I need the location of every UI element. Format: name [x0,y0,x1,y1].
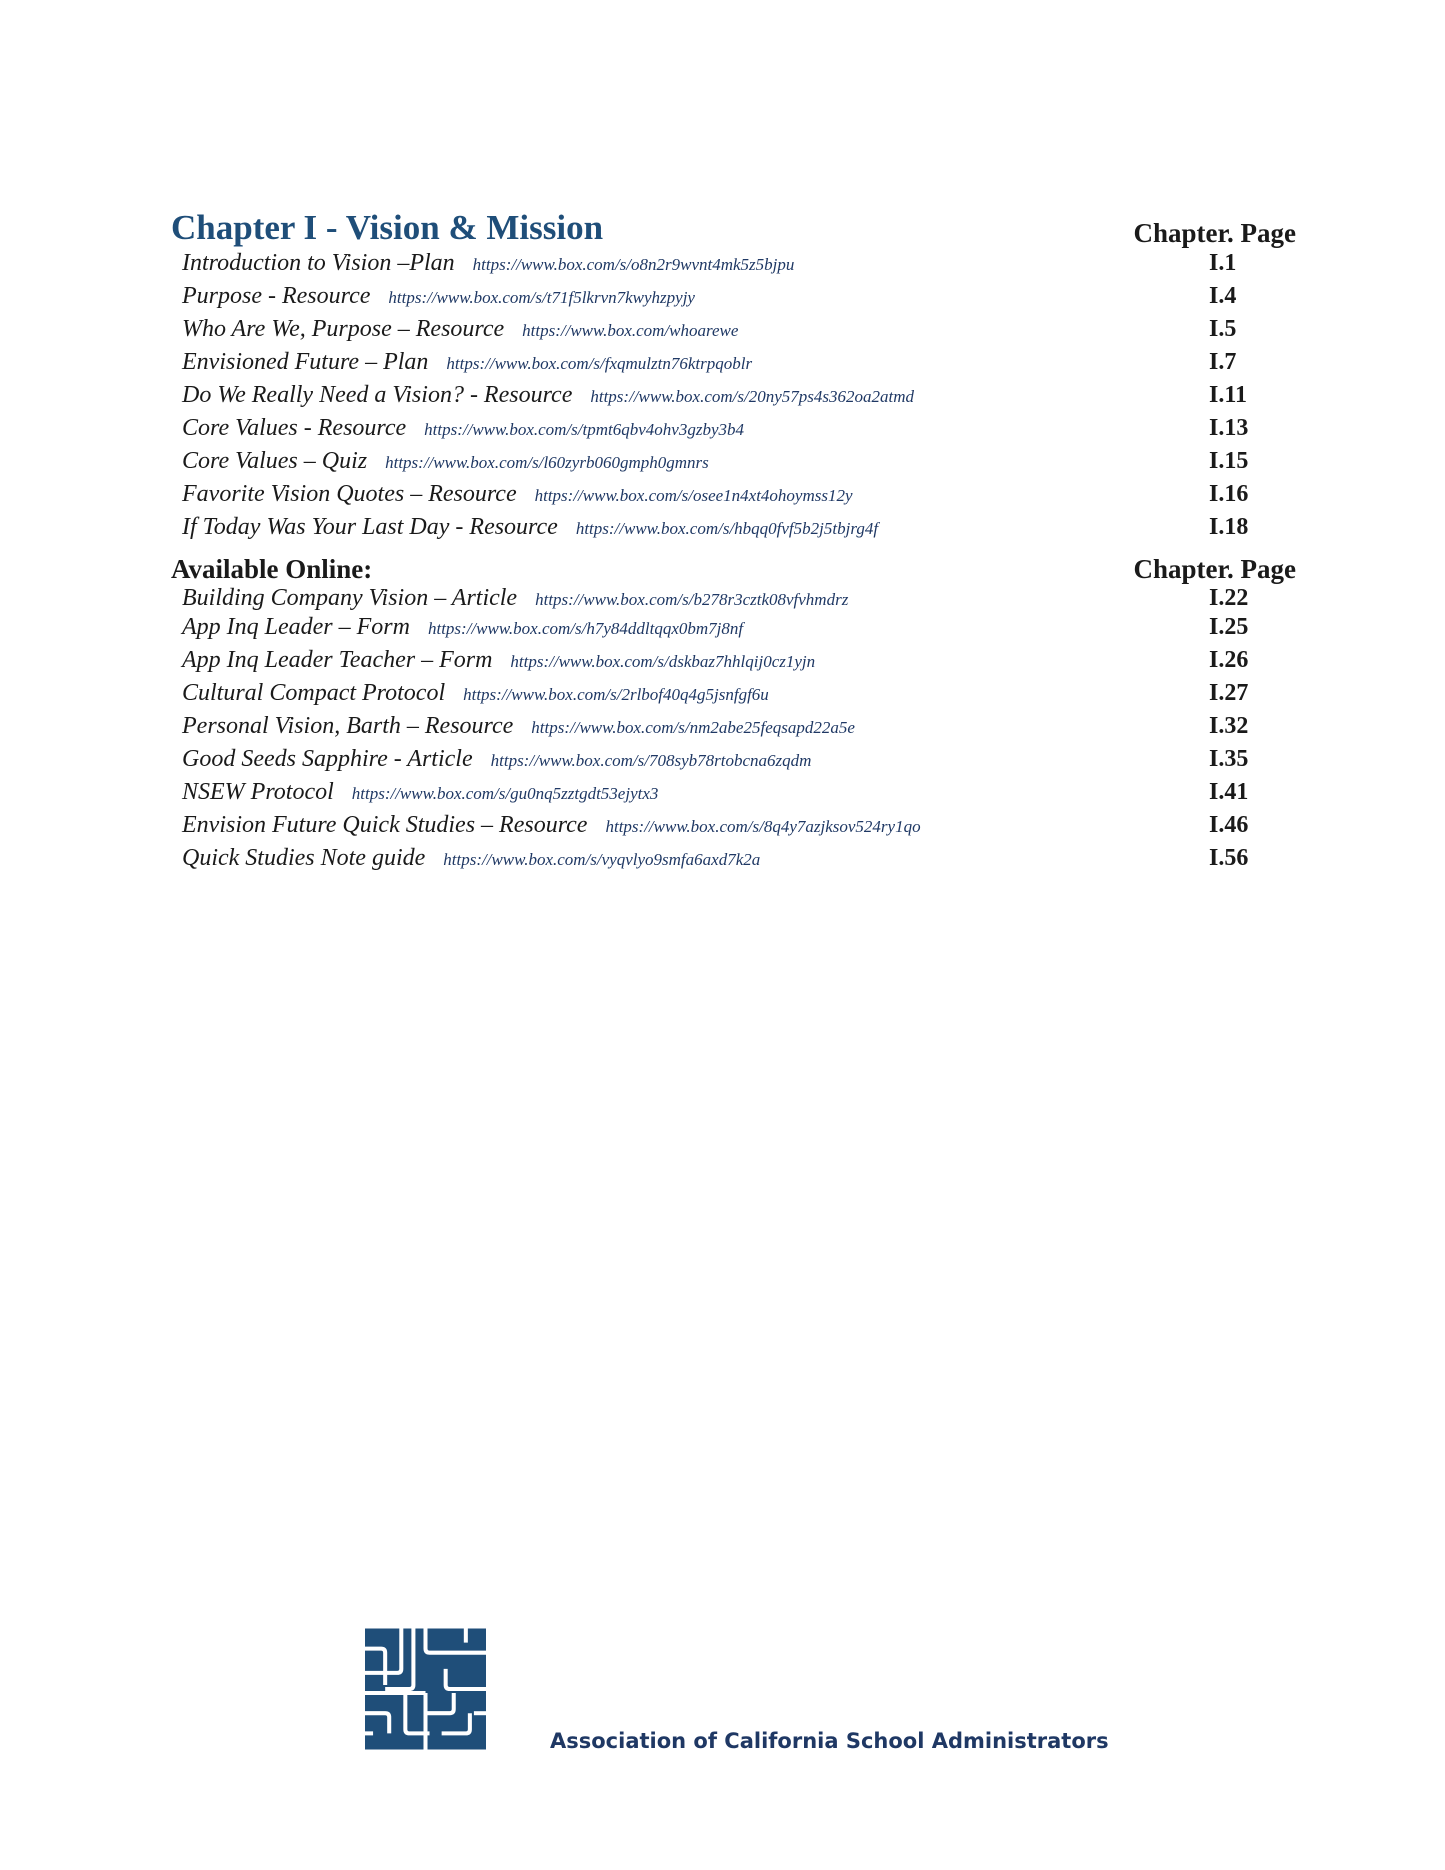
entry-page: I.26 [1209,647,1249,673]
entry-link[interactable]: https://www.box.com/s/b278r3cztk08vfvhmdrz [535,590,849,609]
entry-page: I.11 [1209,382,1248,408]
online-heading-row [171,551,1296,585]
entry-title: Core Values - Resource [182,415,407,441]
toc-entry [171,448,1296,481]
toc-entry [171,283,1296,316]
entry-page: I.46 [1209,812,1249,838]
online-section-title: Available Online: [171,554,373,584]
entry-title: Personal Vision, Barth – Resource [182,713,514,739]
chapter-title: Chapter I - Vision & Mission [171,208,604,247]
entry-page: I.7 [1209,349,1237,375]
entry-page: I.1 [1209,250,1237,276]
entry-title: Quick Studies Note guide [182,845,426,871]
entry-link[interactable]: https://www.box.com/s/o8n2r9wvnt4mk5z5bjpu [472,255,795,274]
entry-link[interactable]: https://www.box.com/s/dskbaz7hhlqij0cz1yjn [510,652,816,671]
entry-link[interactable]: https://www.box.com/s/tpmt6qbv4ohv3gzby3b4 [424,420,745,439]
online-entry-list [171,585,1296,878]
chapter-entry-list [171,250,1296,547]
entry-link[interactable]: https://www.box.com/s/2rlbof40q4g5jsnfgf6u [463,685,769,704]
entry-page: I.15 [1209,448,1249,474]
entry-link[interactable]: https://www.box.com/whoarewe [522,321,739,340]
entry-link[interactable]: https://www.box.com/s/708syb78rtobcna6zqdm [490,751,812,770]
entry-link[interactable]: https://www.box.com/s/20ny57ps4s362oa2atmd [590,387,914,406]
entry-page: I.35 [1209,746,1249,772]
entry-title: Building Company Vision – Article [182,585,518,611]
entry-link[interactable]: https://www.box.com/s/hbqq0fvf5b2j5tbjrg4f [575,519,879,538]
entry-title: Good Seeds Sapphire - Article [182,746,473,772]
entry-link[interactable]: https://www.box.com/s/t71f5lkrvn7kwyhzpyjy [388,288,695,307]
entry-page: I.4 [1209,283,1237,309]
entry-title: Do We Really Need a Vision? - Resource [182,382,573,408]
toc-entry [171,746,1296,779]
toc-entry [171,713,1296,746]
entry-link[interactable]: https://www.box.com/s/nm2abe25feqsapd22a5e [531,718,855,737]
entry-title: Who Are We, Purpose – Resource [182,316,505,342]
entry-page: I.18 [1209,514,1249,540]
toc-entry [171,382,1296,415]
entry-title: App Inq Leader Teacher – Form [182,647,493,673]
entry-link[interactable]: https://www.box.com/s/h7y84ddltqqx0bm7j8nf [427,619,744,638]
entry-link[interactable]: https://www.box.com/s/vyqvlyo9smfa6axd7k2a [443,850,761,869]
toc-entry [171,845,1296,878]
toc-entry [171,316,1296,349]
entry-page: I.25 [1209,614,1249,640]
chapter-heading-row [171,208,1296,250]
entry-title: Envisioned Future – Plan [182,349,429,375]
entry-link[interactable]: https://www.box.com/s/osee1n4xt4ohoymss12y [534,486,853,505]
toc-content [171,208,1296,878]
entry-link[interactable]: https://www.box.com/s/fxqmulztn76ktrpqoblr [446,354,753,373]
online-page-header: Chapter. Page [1133,554,1296,584]
entry-page: I.22 [1209,585,1249,611]
entry-page: I.27 [1209,680,1249,706]
toc-entry [171,647,1296,680]
chapter-page-header: Chapter. Page [1133,218,1296,248]
organization-name: Association of California School Administrators [550,1729,1109,1753]
entry-title: Favorite Vision Quotes – Resource [182,481,517,507]
toc-entry [171,585,1296,614]
acsa-logo-icon [365,1628,486,1750]
entry-page: I.5 [1209,316,1237,342]
entry-title: App Inq Leader – Form [182,614,410,640]
toc-entry [171,812,1296,845]
entry-page: I.16 [1209,481,1249,507]
entry-link[interactable]: https://www.box.com/s/l60zyrb060gmph0gmnrs [385,453,709,472]
toc-entry [171,481,1296,514]
toc-entry [171,779,1296,812]
entry-title: If Today Was Your Last Day - Resource [182,514,558,540]
toc-entry [171,349,1296,382]
entry-page: I.56 [1209,845,1249,871]
entry-page: I.13 [1209,415,1249,441]
entry-title: Core Values – Quiz [182,448,368,474]
entry-link[interactable]: https://www.box.com/s/gu0nq5zztgdt53ejytx3 [351,784,659,803]
entry-title: Purpose - Resource [182,283,371,309]
entry-title: Cultural Compact Protocol [182,680,446,706]
toc-entry [171,614,1296,647]
entry-title: Introduction to Vision –Plan [182,250,455,276]
toc-entry [171,250,1296,283]
toc-entry [171,415,1296,448]
toc-entry [171,514,1296,547]
entry-page: I.41 [1209,779,1249,805]
toc-entry [171,680,1296,713]
entry-title: NSEW Protocol [182,779,334,805]
entry-link[interactable]: https://www.box.com/s/8q4y7azjksov524ry1qo [605,817,921,836]
entry-title: Envision Future Quick Studies – Resource [182,812,588,838]
entry-page: I.32 [1209,713,1249,739]
